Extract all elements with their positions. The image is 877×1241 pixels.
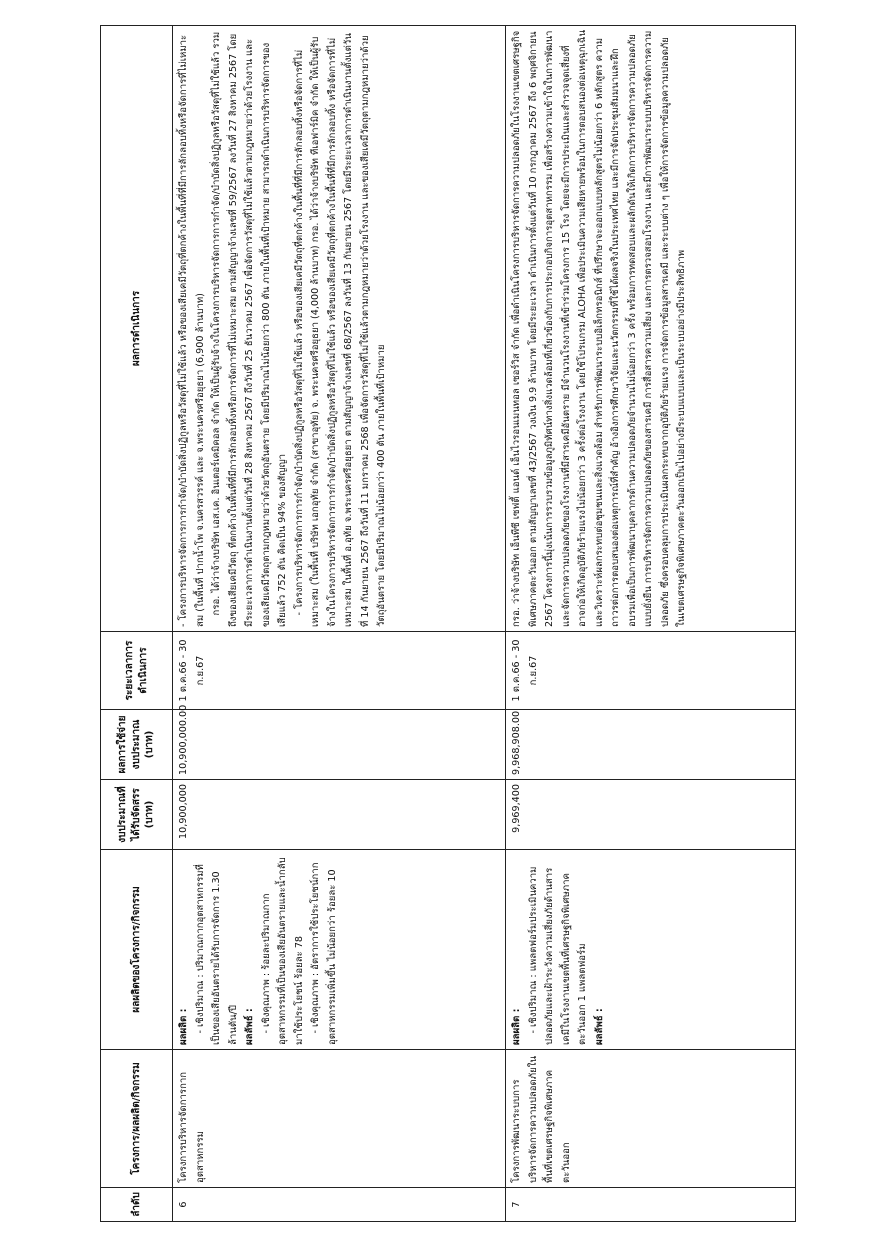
- outcome-line: - เชิงคุณภาพ : อัตราการใช้ประโยชน์กากอุตสาหกรรมเพิ่มขึ้น ไม่น้อยกว่า ร้อยละ 10: [310, 862, 338, 1045]
- table-header-row: [101, 26, 173, 1222]
- header-spent: ผลการใช้จ่ายงบประมาณ (บาท): [101, 710, 173, 780]
- row-number: 6: [173, 1188, 506, 1222]
- period-value: 1 ต.ค.66 - 30 ก.ย.67: [173, 632, 506, 710]
- header-period: ระยะเวลาการดำเนินการ: [101, 632, 173, 710]
- header-budget: งบประมาณที่ได้รับจัดสรร (บาท): [101, 780, 173, 850]
- result-paragraph: - โครงการบริหารจัดการการกำจัด/บำบัดสิ่งปฏิกูลหรือวัสดุที่ไม่ใช้แล้ว หรือของเสียเคมีวัตถุที่ตกค้างในพื้นที่ที่มีการลักลอบทิ้งหรือจัดการที่ไม่เหมาะสม (ในพื้นที่ บริษัท เอกอุทัย จำกัด (สาขาอุทัย) จ. พระนครศรีอยุธยา (4,000 ล้านบาท) กรอ. ได้ว่าจ้างบริษัท ทีเอฟาร์มิค จำกัด ให้เป็นผู้รับจ้างในโครงการบริหารจัดการการกำจัด/บำบัดสิ่งปฏิกูลหรือวัสดุที่ไม่ใช้แล้ว หรือของเสียเคมีวัตถุที่ตกค้างในพื้นที่ที่มีการลักลอบทิ้ง หรือจัดการที่ไม่เหมาะสม ในพื้นที่ อ.อุทัย จ.พระนครศรีอยุธยา ตามสัญญาจ้างเลขที่ 68/2567 ลงวันที่ 13 กันยายน 2567 โดยมีระยะเวลาการดำเนินงานตั้งแต่วันที่ 14 กันยายน 2567 ถึงวันที่ 11 มกราคม 2568 เพื่อจัดการวัสดุที่ไม่ใช้แล้วตามกฎหมายว่าด้วยโรงงาน และของเสียเคมีวัตถุตามกฎหมายว่าด้วยวัตถุอันตราย โดยมีปริมาณไม่น้อยกว่า 400 ตัน ภายในพื้นที่เป้าหมาย: [293, 33, 387, 627]
- result-cell: [506, 26, 796, 632]
- report-table: [100, 25, 796, 1222]
- result-paragraph: กรอ. ได้ว่าจ้างบริษัท เอส.เค. อินเตอร์เคมิคอล จำกัด ให้เป็นผู้รับจ้างในโครงการบริหารจัดการการกำจัด/บำบัดสิ่งปฏิกูลหรือวัสดุที่ไม่ใช้แล้ว รวมถึงของเสียเคมีวัตถุ ที่ตกค้างในพื้นที่ที่มีการลักลอบทิ้งหรือการจัดการที่ไม่เหมาะสม ตามสัญญาจ้างเลขที่ 59/2567 ลงวันที่ 27 สิงหาคม 2567 โดยมีระยะเวลาการดำเนินงานตั้งแต่วันที่ 28 สิงหาคม 2567 ถึงวันที่ 25 ธันวาคม 2567 เพื่อจัดการวัสดุที่ไม่ใช้แล้วตามกฎหมายว่าด้วยโรงงาน และของเสียเคมีวัตถุตามกฎหมายว่าด้วยวัตถุอันตราย โดยมีปริมาณไม่น้อยกว่า 800 ตัน ภายในพื้นที่เป้าหมาย สามารถดำเนินการบริหารจัดการของเสียแล้ว 752 ตัน คิดเป็น 94% ของสัญญา: [211, 31, 288, 627]
- spent-value: 10,900,000.00: [173, 710, 506, 780]
- outcome-title: ผลลัพธ์ :: [244, 1008, 255, 1045]
- output-line: - เชิงปริมาณ : ปริมาณกากอุตสาหกรรมที่เป็นของเสียอันตรายได้รับการจัดการ 1.30 ล้านตัน/ปี: [194, 864, 239, 1045]
- project-name: โครงการบริหารจัดการกากอุตสาหกรรม: [173, 1050, 506, 1188]
- header-output: ผลผลิตของโครงการ/กิจกรรม: [101, 850, 173, 1050]
- period-value: 1 ต.ค.66 - 30 ก.ย.67: [506, 632, 796, 710]
- row-number: 7: [506, 1188, 796, 1222]
- outcome-line: - เชิงคุณภาพ : ร้อยละปริมาณกากอุตสาหกรรมที่เป็นของเสียอันตรายและน้ำกลับมาใช้ประโยชน์ ร้อยละ 78: [260, 857, 305, 1045]
- result-paragraph: กรอ. ว่าจ้างบริษัท เอ็นพีซี เซฟตี้ แอนด์ เอ็นไวรอนเมนทอล เซอร์วิส จำกัด เพื่อดำเนินโครงการบริหารจัดการความปลอดภัยในโรงงานเขตเศรษฐกิจพิเศษภาคตะวันออก ตามสัญญาเลขที่ 43/2567 วงเงิน 9.9 ล้านบาท โดยมีระยะเวลา ดำเนินการตั้งแต่วันที่ 10 กรกฎาคม 2567 ถึง 6 พฤศจิกายน 2567 โครงการนี้มุ่งเน้นการรวบรวมข้อมูลภูมิทัศน์ทางสิ่งแวดล้อมที่เกี่ยวข้องกับการประกอบกิจการอุตสาหกรรม เพื่อสร้างความเข้าใจในการพัฒนาและจัดการความปลอดภัยของโรงงานที่มีสารเคมีอันตราย มีจำนวนโรงงานที่เข้าร่วมโครงการ 15 โรง โดยจะมีการประเมินและสำรวจจุดเสี่ยงที่อาจก่อให้เกิดอุบัติภัยร้ายแรงไม่น้อยกว่า 3 ครั้งต่อโรงงาน โดยใช้โปรแกรม ALOHA เพื่อประเมินความเสียหายพร้อมในการตอบสนองต่อเหตุฉุกเฉินและวิเคราะห์ผลกระทบต่อชุมชนและสิ่งแวดล้อม สำหรับการพัฒนาระบบอิเล็กทรอนิกส์ ที่ปรึกษาจะออกแบบหลักสูตรไม่น้อยกว่า 6 หลักสูตร ความถาวรต่อการตอบสนองต่อเหตุการณ์ที่สำคัญ อ้างอิงการศึกษาวิจัยและนวัตกรรมที่ใช้ได้ผลจริงในประเทศไทย และมีการจัดประชุมสัมมนาและฝึกอบรมเพื่อเป็นการพัฒนาบุคลากรด้านความปลอดภัยจำนวนไม่น้อยกว่า 3 ครั้ง พร้อมการทดสอบและผลักดันให้เกิดการบริหารจัดการความปลอดภัยแบบยั่งยืน การบริหารจัดการความปลอดภัยของสารเคมี การสื่อสารความเสี่ยง และการตรวจสอบโรงงาน และมีการพัฒนาระบบบริหารจัดการความปลอดภัย ซึ่งครอบคลุมการประเมินผลกระทบจากอุบัติภัยร้ายแรง การจัดการข้อมูลสารเคมี และระบบต่าง ๆ เพื่อให้การจัดการข้อมูลความปลอดภัยในเขตเศรษฐกิจพิเศษภาคตะวันออกเป็นไปอย่างมีระบบแบบและเป็นระบบอย่างมีประสิทธิภาพ: [511, 30, 687, 627]
- result-paragraph: - โครงการบริหารจัดการการกำจัด/บำบัดสิ่งปฏิกูลหรือวัสดุที่ไม่ใช้แล้ว หรือของเสียเคมีวัตถุที่ตกค้างในพื้นที่ที่มีการลักลอบทิ้งหรือจัดการที่ไม่เหมาะสม (ในพื้นที่ ปากน้ำโพ จ.นครสวรรค์ และ จ.พระนครศรีอยุธยา (6,900 ล้านบาท): [178, 34, 206, 627]
- header-no: ลำดับ: [101, 1188, 173, 1222]
- output-cell: [506, 850, 796, 1050]
- project-name: โครงการพัฒนาระบบการบริหารจัดการความปลอดภัยในพื้นที่เขตเศรษฐกิจพิเศษภาคตะวันออก: [506, 1050, 796, 1188]
- table-row: [173, 26, 506, 1222]
- output-title: ผลผลิต :: [178, 1008, 189, 1045]
- budget-value: 10,900,000: [173, 780, 506, 850]
- rotated-page: [100, 26, 795, 1222]
- table-row: [506, 26, 796, 1222]
- header-result: ผลการดำเนินการ: [101, 26, 173, 632]
- result-cell: [173, 26, 506, 632]
- budget-value: 9,969,400: [506, 780, 796, 850]
- header-project: โครงการ/ผลผลิต/กิจกรรม: [101, 1050, 173, 1188]
- output-line: - เชิงปริมาณ : แพลตฟอร์มประเมินความปลอดภัยและเฝ้าระวังความเสี่ยงภัยด้านสารเคมีในโรงงานเขตพื้นที่เศรษฐกิจพิเศษภาคตะวันออก 1 แพลตฟอร์ม: [527, 866, 588, 1045]
- spent-value: 9,968,908.00: [506, 710, 796, 780]
- outcome-title: ผลลัพธ์ :: [593, 1008, 605, 1045]
- output-title: ผลผลิต :: [511, 1008, 522, 1045]
- output-cell: [173, 850, 506, 1050]
